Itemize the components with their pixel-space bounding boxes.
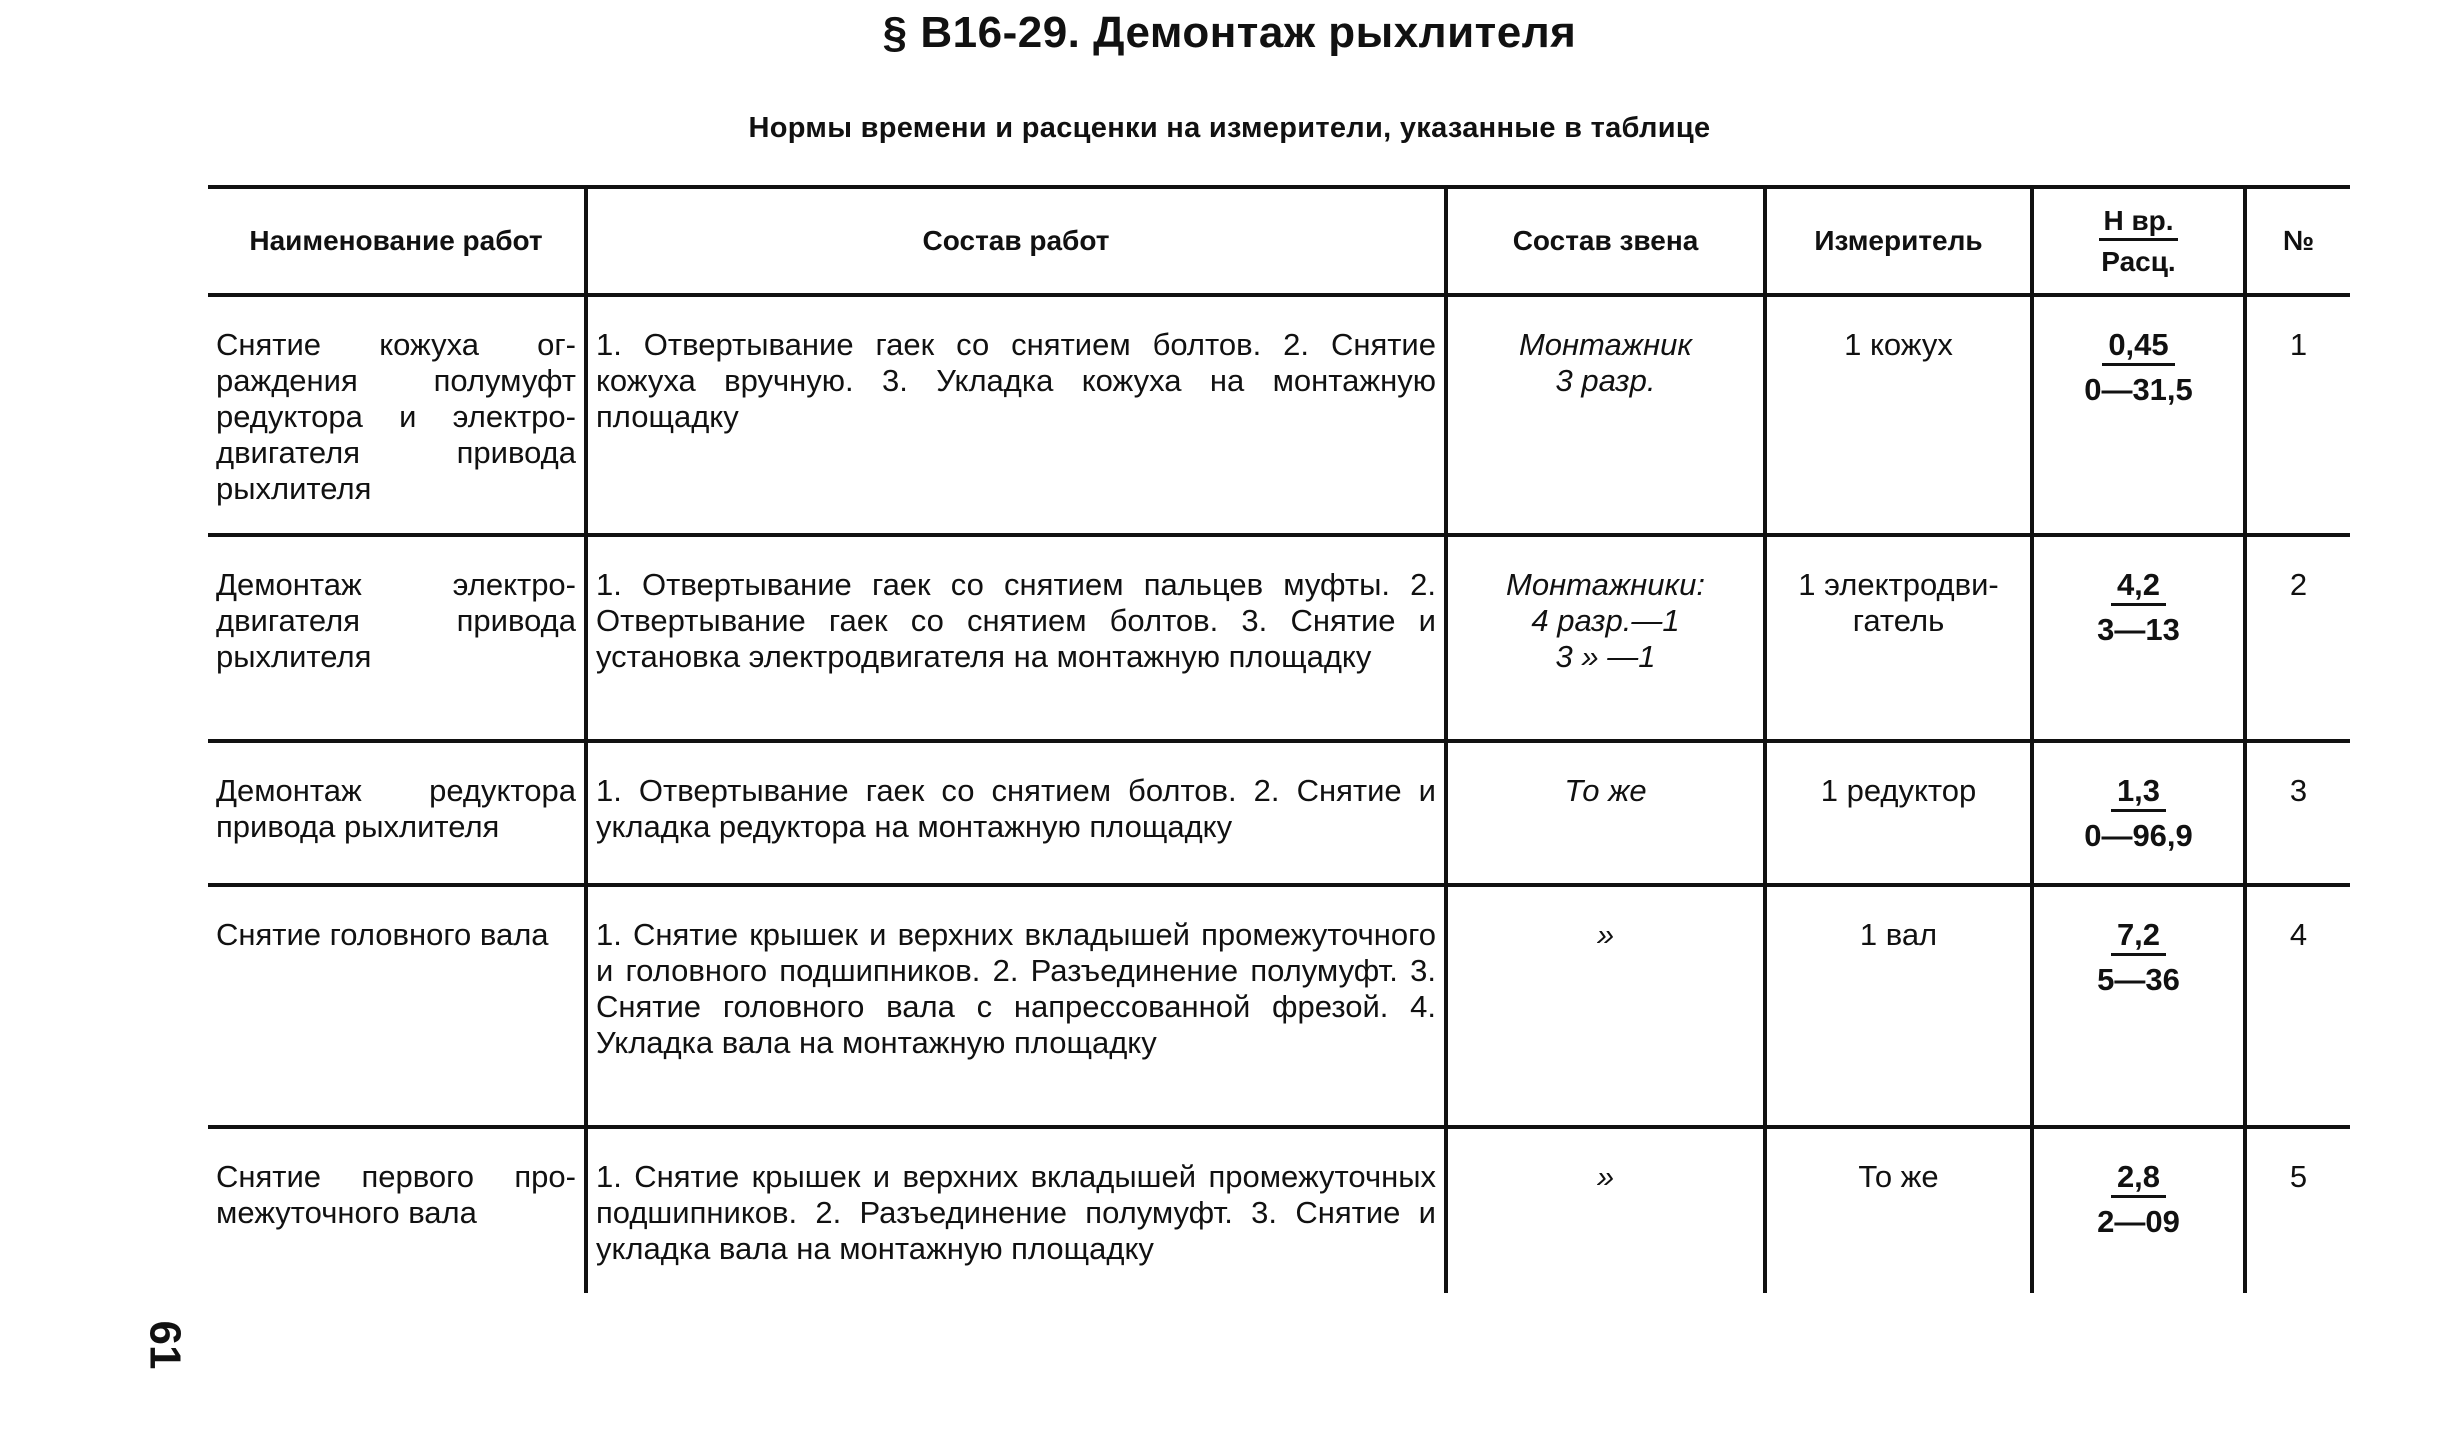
row-work-composition: 1. Отвертывание гаек со снятием пальцев муфты. 2. Отвертывание гаек со снятием болтов. 3. Снятие и установка электродвигателя на монтажную площадку [586,535,1446,741]
table-row [208,535,2350,741]
row-norm-rate [2032,295,2245,535]
row-work-composition: 1. Снятие крышек и верхних вкладышей промежуточного и головного подшипников. 2. Разъединение полумуфт. 3. Снятие головного вала с напрессованной фрезой. 4. Укладка вала на монтажную площадку [586,885,1446,1127]
crew-line: То же [1564,773,1647,808]
norm-time-value: 4,2 [2111,567,2166,606]
row-number: 1 [2245,295,2350,535]
norm-rate-fraction [2097,567,2180,648]
row-unit: 1 электродвигатель [1765,535,2032,741]
rate-value: 0—31,5 [2084,372,2193,407]
rate-value: 2—09 [2097,1204,2180,1239]
header-rate: Расц. [2101,245,2176,277]
row-unit: 1 редуктор [1765,741,2032,885]
crew-line: » [1596,1159,1615,1194]
norm-time-value: 1,3 [2111,773,2166,812]
norm-rate-fraction [2097,1159,2180,1240]
row-number: 3 [2245,741,2350,885]
row-work-name: Снятие кожуха ограждения полумуфт редуктора и электродвигателя привода рыхлителя [208,295,586,535]
row-norm-rate [2032,535,2245,741]
row-unit: 1 кожух [1765,295,2032,535]
norm-time-value: 2,8 [2111,1159,2166,1198]
table-row [208,885,2350,1127]
crew-line: 3 » —1 [1555,639,1656,674]
crew-line: » [1596,917,1615,952]
row-work-composition: 1. Отвертывание гаек со снятием болтов. 2. Снятие кожуха вручную. 3. Укладка кожуха на монтажную площадку [586,295,1446,535]
header-crew: Состав звена [1446,187,1765,295]
header-norm-fraction [2099,204,2177,279]
table-row [208,295,2350,535]
row-work-composition: 1. Отвертывание гаек со снятием болтов. 2. Снятие и укладка редуктора на монтажную площадку [586,741,1446,885]
row-unit: То же [1765,1127,2032,1293]
norm-rate-fraction [2084,773,2193,854]
row-norm-rate [2032,1127,2245,1293]
rate-value: 3—13 [2097,612,2180,647]
norms-table [208,185,2350,1293]
row-number: 4 [2245,885,2350,1127]
section-title: § В16-29. Демонтаж рыхлителя [882,8,1577,57]
norm-rate-fraction [2084,327,2193,408]
norm-rate-fraction [2097,917,2180,998]
norm-time-value: 0,45 [2102,327,2174,366]
rate-value: 0—96,9 [2084,818,2193,853]
row-crew [1446,741,1765,885]
row-work-name: Снятие головного вала [208,885,586,1127]
header-unit: Измеритель [1765,187,2032,295]
row-crew [1446,885,1765,1127]
crew-line: Монтажник [1518,327,1693,362]
header-work-composition: Состав работ [586,187,1446,295]
row-number: 2 [2245,535,2350,741]
crew-line: 4 разр.—1 [1531,603,1680,638]
row-crew [1446,1127,1765,1293]
rate-value: 5—36 [2097,962,2180,997]
table-header-row [208,187,2350,295]
table-subtitle: Нормы времени и расценки на измерители, указанные в таблице [748,112,1711,144]
row-number: 5 [2245,1127,2350,1293]
norm-time-value: 7,2 [2111,917,2166,956]
table-row [208,1127,2350,1293]
table-row [208,741,2350,885]
page-number: 61 [140,1320,190,1370]
row-work-name: Снятие первого промежуточного вала [216,1159,576,1230]
header-number: № [2245,187,2350,295]
crew-line: Монтажники: [1506,567,1705,602]
row-crew [1446,535,1765,741]
row-unit: 1 вал [1765,885,2032,1127]
row-crew [1446,295,1765,535]
row-work-name: Демонтаж редуктора привода рыхлителя [208,741,586,885]
row-norm-rate [2032,741,2245,885]
row-norm-rate [2032,885,2245,1127]
row-work-name: Демонтаж электродвигателя привода рыхлителя [208,535,586,741]
crew-line: 3 разр. [1555,363,1656,398]
header-norm-rate [2032,187,2245,295]
row-work-composition: 1. Снятие крышек и верхних вкладышей промежуточных подшипников. 2. Разъединение полумуфт. 3. Снятие и укладка вала на монтажную площадку [586,1127,1446,1293]
header-work-name: Наименование работ [208,187,586,295]
header-norm-time: Н вр. [2099,204,2177,241]
